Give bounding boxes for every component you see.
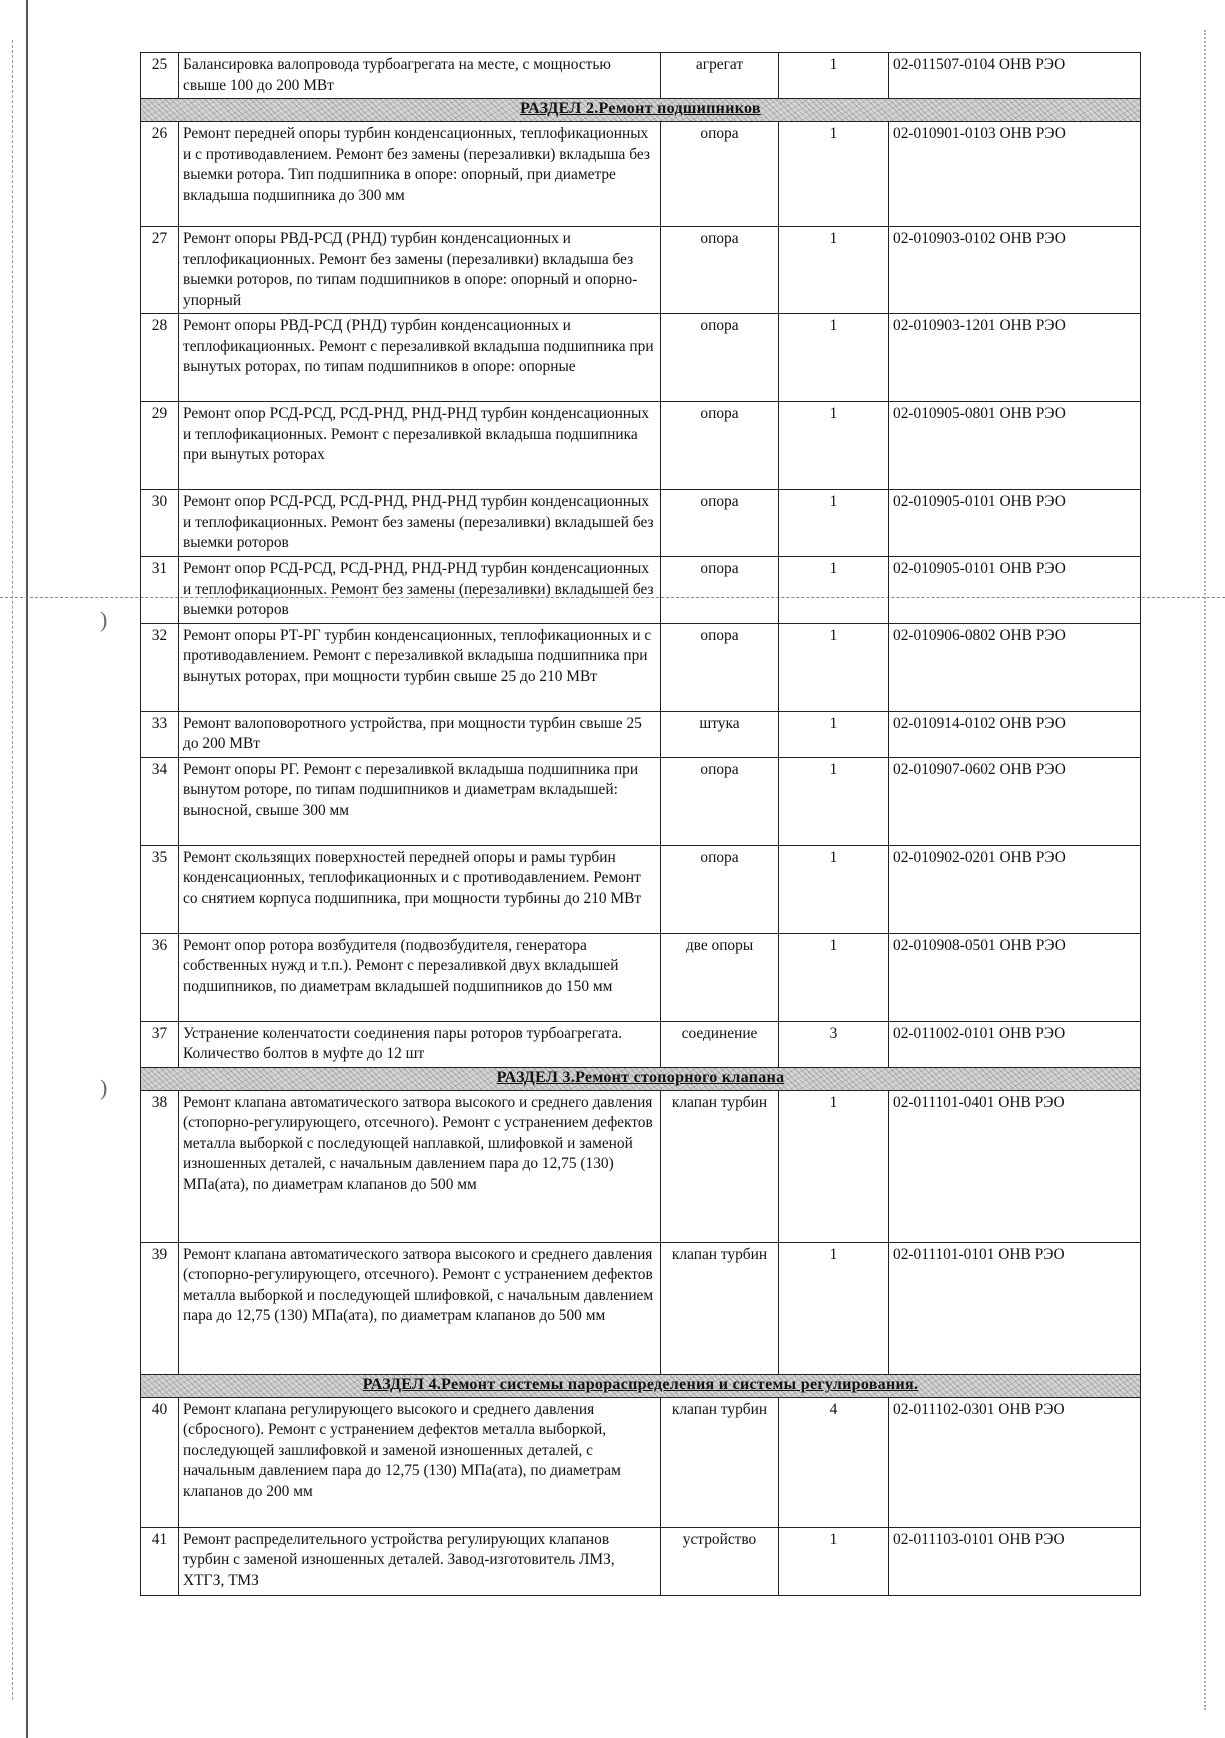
work-description: Ремонт клапана автоматического затвора высокого и среднего давления (стопорно-регулирующего, отсечного). Ремонт с устранением дефектов металла выборкой и последующей шлифовкой, с начальным давлением пара до 12,75 (130) МПа(ата), по диаметрам клапанов до 500 мм xyxy=(179,1242,661,1374)
row-number: 41 xyxy=(141,1527,179,1595)
quantity: 1 xyxy=(779,1090,889,1242)
section-title: РАЗДЕЛ 3.Ремонт стопорного клапана xyxy=(496,1068,785,1086)
table-row xyxy=(141,1021,1141,1067)
row-number: 35 xyxy=(141,845,179,933)
row-number: 33 xyxy=(141,711,179,757)
unit-of-measure: опора xyxy=(661,227,779,314)
quantity: 1 xyxy=(779,845,889,933)
section-header-4 xyxy=(141,1374,1141,1397)
norm-code: 02-010903-1201 ОНВ РЭО xyxy=(889,314,1141,402)
work-description: Ремонт передней опоры турбин конденсационных, теплофикационных и с противодавлением. Ремонт без замены (перезаливки) вкладыша без выемки ротора. Тип подшипника в опоре: опорный, при диаметре вкладыша подшипника до 300 мм xyxy=(179,122,661,227)
row-number: 28 xyxy=(141,314,179,402)
table-row xyxy=(141,623,1141,711)
table-row xyxy=(141,53,1141,99)
quantity: 1 xyxy=(779,623,889,711)
right-scan-artifact xyxy=(1204,30,1207,1710)
norm-code: 02-010908-0501 ОНВ РЭО xyxy=(889,933,1141,1021)
norm-code: 02-010907-0602 ОНВ РЭО xyxy=(889,757,1141,845)
unit-of-measure: клапан турбин xyxy=(661,1090,779,1242)
quantity: 1 xyxy=(779,1242,889,1374)
work-description: Ремонт опоры РВД-РСД (РНД) турбин конденсационных и теплофикационных. Ремонт без замены (перезаливки) вкладыша без выемки роторов, по типам подшипников в опоре: опорный и опорно-упорный xyxy=(179,227,661,314)
unit-of-measure: опора xyxy=(661,490,779,557)
table-row xyxy=(141,711,1141,757)
quantity: 1 xyxy=(779,53,889,99)
quantity: 1 xyxy=(779,314,889,402)
work-description: Ремонт опор ротора возбудителя (подвозбудителя, генератора собственных нужд и т.п.). Ремонт с перезаливкой двух вкладышей подшипников, по диаметрам вкладышей подшипников до 150 мм xyxy=(179,933,661,1021)
work-description: Ремонт валоповоротного устройства, при мощности турбин свыше 25 до 200 МВт xyxy=(179,711,661,757)
table-row xyxy=(141,845,1141,933)
section-title: РАЗДЕЛ 4.Ремонт системы парораспределения и системы регулирования. xyxy=(362,1375,919,1393)
table-row xyxy=(141,402,1141,490)
row-number: 27 xyxy=(141,227,179,314)
unit-of-measure: устройство xyxy=(661,1527,779,1595)
unit-of-measure: две опоры xyxy=(661,933,779,1021)
left-margin-line xyxy=(26,0,28,1738)
table-row xyxy=(141,1090,1141,1242)
table-row xyxy=(141,227,1141,314)
row-number: 29 xyxy=(141,402,179,490)
work-description: Ремонт распределительного устройства регулирующих клапанов турбин с заменой изношенных деталей. Завод-изготовитель ЛМЗ, ХТГЗ, ТМЗ xyxy=(179,1527,661,1595)
work-description: Ремонт опор РСД-РСД, РСД-РНД, РНД-РНД турбин конденсационных и теплофикационных. Ремонт без замены (перезаливки) вкладышей без выемки роторов xyxy=(179,490,661,557)
norm-code: 02-011101-0101 ОНВ РЭО xyxy=(889,1242,1141,1374)
work-description: Ремонт скользящих поверхностей передней опоры и рамы турбин конденсационных, теплофикационных и с противодавлением. Ремонт со снятием корпуса подшипника, при мощности турбины до 210 МВт xyxy=(179,845,661,933)
quantity: 1 xyxy=(779,757,889,845)
works-table xyxy=(140,52,1141,1596)
table-row xyxy=(141,122,1141,227)
table-row xyxy=(141,1527,1141,1595)
work-description: Ремонт опоры РГ. Ремонт с перезаливкой вкладыша подшипника при вынутом роторе, по типам подшипников и диаметрам вкладышей: выносной, свыше 300 мм xyxy=(179,757,661,845)
section-header-3 xyxy=(141,1067,1141,1090)
work-description: Ремонт клапана регулирующего высокого и среднего давления (сбросного). Ремонт с устранением дефектов металла выборкой, последующей зашлифовкой и заменой изношенных деталей, с начальным давлением пара до 12,75 (130) МПа(ата), по диаметрам клапанов до 200 мм xyxy=(179,1397,661,1527)
work-description: Устранение коленчатости соединения пары роторов турбоагрегата. Количество болтов в муфте до 12 шт xyxy=(179,1021,661,1067)
norm-code: 02-010903-0102 ОНВ РЭО xyxy=(889,227,1141,314)
norm-code: 02-010902-0201 ОНВ РЭО xyxy=(889,845,1141,933)
quantity: 1 xyxy=(779,711,889,757)
row-number: 40 xyxy=(141,1397,179,1527)
row-number: 31 xyxy=(141,557,179,624)
work-description: Ремонт опоры РТ-РГ турбин конденсационных, теплофикационных и с противодавлением. Ремонт с перезаливкой вкладыша подшипника при вынутых роторах, при мощности турбин свыше 25 до 210 МВт xyxy=(179,623,661,711)
table-row xyxy=(141,757,1141,845)
work-description: Ремонт опоры РВД-РСД (РНД) турбин конденсационных и теплофикационных. Ремонт с перезаливкой вкладыша подшипника при вынутых роторах, по типам подшипников в опоре: опорные xyxy=(179,314,661,402)
unit-of-measure: опора xyxy=(661,557,779,624)
work-description: Ремонт опор РСД-РСД, РСД-РНД, РНД-РНД турбин конденсационных и теплофикационных. Ремонт без замены (перезаливки) вкладышей без выемки роторов xyxy=(179,557,661,624)
norm-code: 02-010906-0802 ОНВ РЭО xyxy=(889,623,1141,711)
norm-code: 02-010914-0102 ОНВ РЭО xyxy=(889,711,1141,757)
quantity: 4 xyxy=(779,1397,889,1527)
table-row xyxy=(141,490,1141,557)
unit-of-measure: клапан турбин xyxy=(661,1242,779,1374)
margin-bracket-mark: ) xyxy=(100,607,108,632)
norm-code: 02-011103-0101 ОНВ РЭО xyxy=(889,1527,1141,1595)
unit-of-measure: опора xyxy=(661,623,779,711)
table-row xyxy=(141,314,1141,402)
table-row xyxy=(141,933,1141,1021)
row-number: 30 xyxy=(141,490,179,557)
norm-code: 02-011002-0101 ОНВ РЭО xyxy=(889,1021,1141,1067)
quantity: 1 xyxy=(779,933,889,1021)
row-number: 25 xyxy=(141,53,179,99)
norm-code: 02-011101-0401 ОНВ РЭО xyxy=(889,1090,1141,1242)
row-number: 36 xyxy=(141,933,179,1021)
unit-of-measure: штука xyxy=(661,711,779,757)
norm-code: 02-010901-0103 ОНВ РЭО xyxy=(889,122,1141,227)
quantity: 1 xyxy=(779,557,889,624)
row-number: 37 xyxy=(141,1021,179,1067)
table-row xyxy=(141,1242,1141,1374)
norm-code: 02-011102-0301 ОНВ РЭО xyxy=(889,1397,1141,1527)
quantity: 1 xyxy=(779,402,889,490)
unit-of-measure: клапан турбин xyxy=(661,1397,779,1527)
unit-of-measure: соединение xyxy=(661,1021,779,1067)
row-number: 38 xyxy=(141,1090,179,1242)
quantity: 1 xyxy=(779,490,889,557)
unit-of-measure: агрегат xyxy=(661,53,779,99)
section-header-2 xyxy=(141,99,1141,122)
quantity: 1 xyxy=(779,1527,889,1595)
unit-of-measure: опора xyxy=(661,845,779,933)
table-row xyxy=(141,557,1141,624)
norm-code: 02-010905-0101 ОНВ РЭО xyxy=(889,490,1141,557)
unit-of-measure: опора xyxy=(661,402,779,490)
table-row xyxy=(141,1397,1141,1527)
margin-bracket-mark: ) xyxy=(100,1075,108,1100)
row-number: 34 xyxy=(141,757,179,845)
work-description: Ремонт клапана автоматического затвора высокого и среднего давления (стопорно-регулирующего, отсечного). Ремонт с устранением дефектов металла выборкой с последующей наплавкой, шлифовкой и заменой изношенных деталей, с начальным давлением пара до 12,75 (130) МПа(ата), по диаметрам клапанов до 500 мм xyxy=(179,1090,661,1242)
norm-code: 02-010905-0801 ОНВ РЭО xyxy=(889,402,1141,490)
norm-code: 02-011507-0104 ОНВ РЭО xyxy=(889,53,1141,99)
row-number: 39 xyxy=(141,1242,179,1374)
work-description: Ремонт опор РСД-РСД, РСД-РНД, РНД-РНД турбин конденсационных и теплофикационных. Ремонт с перезаливкой вкладыша подшипника при вынутых роторах xyxy=(179,402,661,490)
norm-code: 02-010905-0101 ОНВ РЭО xyxy=(889,557,1141,624)
left-scan-artifact xyxy=(12,40,14,1700)
section-title: РАЗДЕЛ 2.Ремонт подшипников xyxy=(520,100,761,117)
row-number: 26 xyxy=(141,122,179,227)
quantity: 1 xyxy=(779,227,889,314)
work-description: Балансировка валопровода турбоагрегата на месте, с мощностью свыше 100 до 200 МВт xyxy=(179,53,661,99)
unit-of-measure: опора xyxy=(661,757,779,845)
row-number: 32 xyxy=(141,623,179,711)
unit-of-measure: опора xyxy=(661,122,779,227)
unit-of-measure: опора xyxy=(661,314,779,402)
quantity: 1 xyxy=(779,122,889,227)
quantity: 3 xyxy=(779,1021,889,1067)
